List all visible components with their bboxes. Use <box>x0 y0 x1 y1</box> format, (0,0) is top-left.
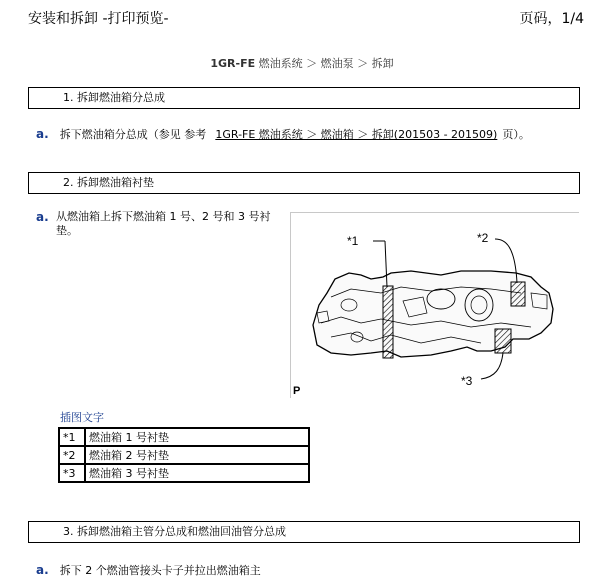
callout-2: *2 <box>477 231 489 245</box>
callout-3: *3 <box>461 374 473 388</box>
section-2-title: 2. 拆卸燃油箱衬垫 <box>63 176 154 189</box>
step-text: 拆下燃油箱分总成（参见 参考 <box>59 128 207 141</box>
section-3-title: 3. 拆卸燃油箱主管分总成和燃油回油管分总成 <box>63 525 286 538</box>
page-number: 页码，1/4 <box>519 11 584 27</box>
fuel-tank-figure <box>290 212 579 398</box>
callout-1: *1 <box>347 234 359 248</box>
step-2a <box>36 210 286 238</box>
step-1a <box>36 123 530 142</box>
step-label: a. <box>36 210 49 224</box>
step-text: 拆下 2 个燃油管接头卡子并拉出燃油箱主 <box>59 564 261 577</box>
figure-corner-label: P <box>293 385 301 397</box>
legend-value: 燃油箱 1 号衬垫 <box>85 428 309 446</box>
step-text: 从燃油箱上拆下燃油箱 1 号、2 号和 3 号衬垫。 <box>56 210 271 237</box>
legend-row <box>59 428 309 446</box>
legend-key: *1 <box>59 428 85 446</box>
legend-value: 燃油箱 2 号衬垫 <box>85 446 309 464</box>
legend-table <box>58 427 310 483</box>
breadcrumb-path: 燃油系统 ＞ 燃油泵 ＞ 拆卸 <box>258 57 394 70</box>
figure-caption: 插图文字 <box>60 411 104 424</box>
section-1-header <box>28 87 580 109</box>
step-3a <box>36 559 261 578</box>
step-label: a. <box>36 563 49 577</box>
legend-key: *3 <box>59 464 85 482</box>
step-text-end: 页）。 <box>502 128 530 141</box>
legend-row <box>59 446 309 464</box>
section-3-header <box>28 521 580 543</box>
document-title: 安装和拆卸 -打印预览- <box>28 11 169 27</box>
section-1-title: 1. 拆卸燃油箱分总成 <box>63 91 165 104</box>
legend-key: *2 <box>59 446 85 464</box>
fuel-tank-illustration <box>291 213 579 398</box>
step-label: a. <box>36 127 49 141</box>
section-2-header <box>28 172 580 194</box>
reference-link[interactable]: 1GR-FE 燃油系统 ＞ 燃油箱 ＞ 拆卸(201503 - 201509) <box>215 128 498 141</box>
breadcrumb-model: 1GR-FE <box>210 57 256 70</box>
breadcrumb <box>0 55 604 71</box>
legend-value: 燃油箱 3 号衬垫 <box>85 464 309 482</box>
legend-row <box>59 464 309 482</box>
